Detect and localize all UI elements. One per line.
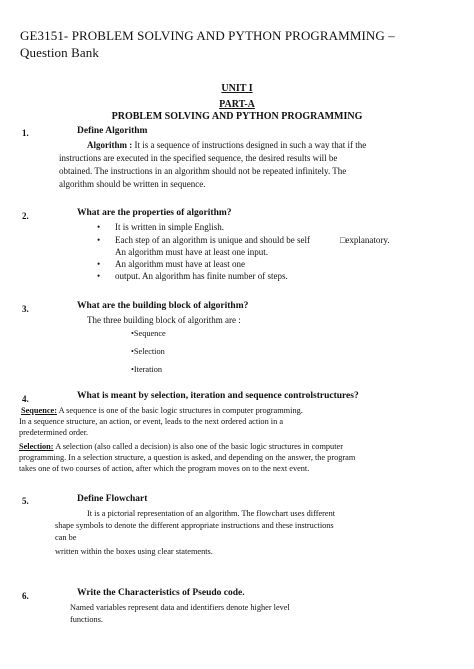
answer-term: Selection: [19,442,54,451]
bullet-item: • Each step of an algorithm is unique and should be self [97,235,310,245]
document-header-title: GE3151- PROBLEM SOLVING AND PYTHON PROGRAMMING – [20,28,395,43]
answer-line: algorithm should be written in sequence. [59,179,206,189]
list-item: •Iteration [131,365,163,374]
answer-line: Algorithm : It is a sequence of instructions designed in such a way that if the [87,140,367,150]
question-title: Write the Characteristics of Pseudo code. [77,588,245,598]
answer-line: predetermined order. [19,428,89,437]
list-item: •Sequence [131,329,166,338]
answer-line: shape symbols to denote the different appropriate instructions and these instructions [55,521,334,530]
answer-line: Selection: A selection (also called a decision) is also one of the basic logic structures in computer [19,442,343,451]
list-item: •Selection [131,347,165,356]
question-number: 4. [22,394,29,404]
unit-heading: UNIT I [221,83,253,94]
answer-line: written within the boxes using clear statements. [55,547,213,556]
answer-line: functions. [70,615,103,624]
answer-line: Sequence: A sequence is one of the basic logic structures in computer programming. [21,406,303,415]
bullet-item: • It is written in simple English. [97,222,224,232]
answer-line: It is a pictorial representation of an algorithm. The flowchart uses different [87,509,336,518]
question-number: 1. [22,128,29,138]
subject-heading: PROBLEM SOLVING AND PYTHON PROGRAMMING [111,111,363,122]
answer-line: obtained. The instructions in an algorithm should not be repeated infinitely. The [59,166,347,176]
bullet-item: • An algorithm must have at least one [97,259,245,269]
answer-line: takes one of two courses of action, after which the program moves on to the next event. [19,464,310,473]
answer-line: In a sequence structure, an action, or event, leads to the next ordered action in a [19,417,284,426]
answer-line: instructions are executed in the specified sequence, the desired results will be [59,153,338,163]
bullet-subline: An algorithm must have at least one input. [115,247,268,257]
question-title: What are the building block of algorithm? [77,301,249,311]
question-title: Define Algorithm [77,126,148,136]
answer-line: can be [55,533,77,542]
bullet-continuation: □explanatory. [340,235,390,245]
question-number: 5. [22,496,29,506]
answer-line: Named variables represent data and identifiers denote higher level [70,603,290,612]
question-number: 6. [22,591,29,601]
question-number: 3. [22,304,29,314]
answer-term: Algorithm : [87,140,133,150]
answer-line: programming. In a selection structure, a question is asked, and depending on the answer, the program [19,453,356,462]
question-title: Define Flowchart [77,494,148,504]
question-title: What is meant by selection, iteration and sequence controlstructures? [77,391,359,401]
answer-term: Sequence: [21,406,57,415]
answer-intro: The three building block of algorithm are : [87,315,241,325]
question-number: 2. [22,211,29,221]
document-header-subtitle: Question Bank [20,45,99,60]
question-title: What are the properties of algorithm? [77,208,232,218]
part-heading: PART-A [219,99,255,110]
bullet-item: • output. An algorithm has finite number of steps. [97,271,288,281]
